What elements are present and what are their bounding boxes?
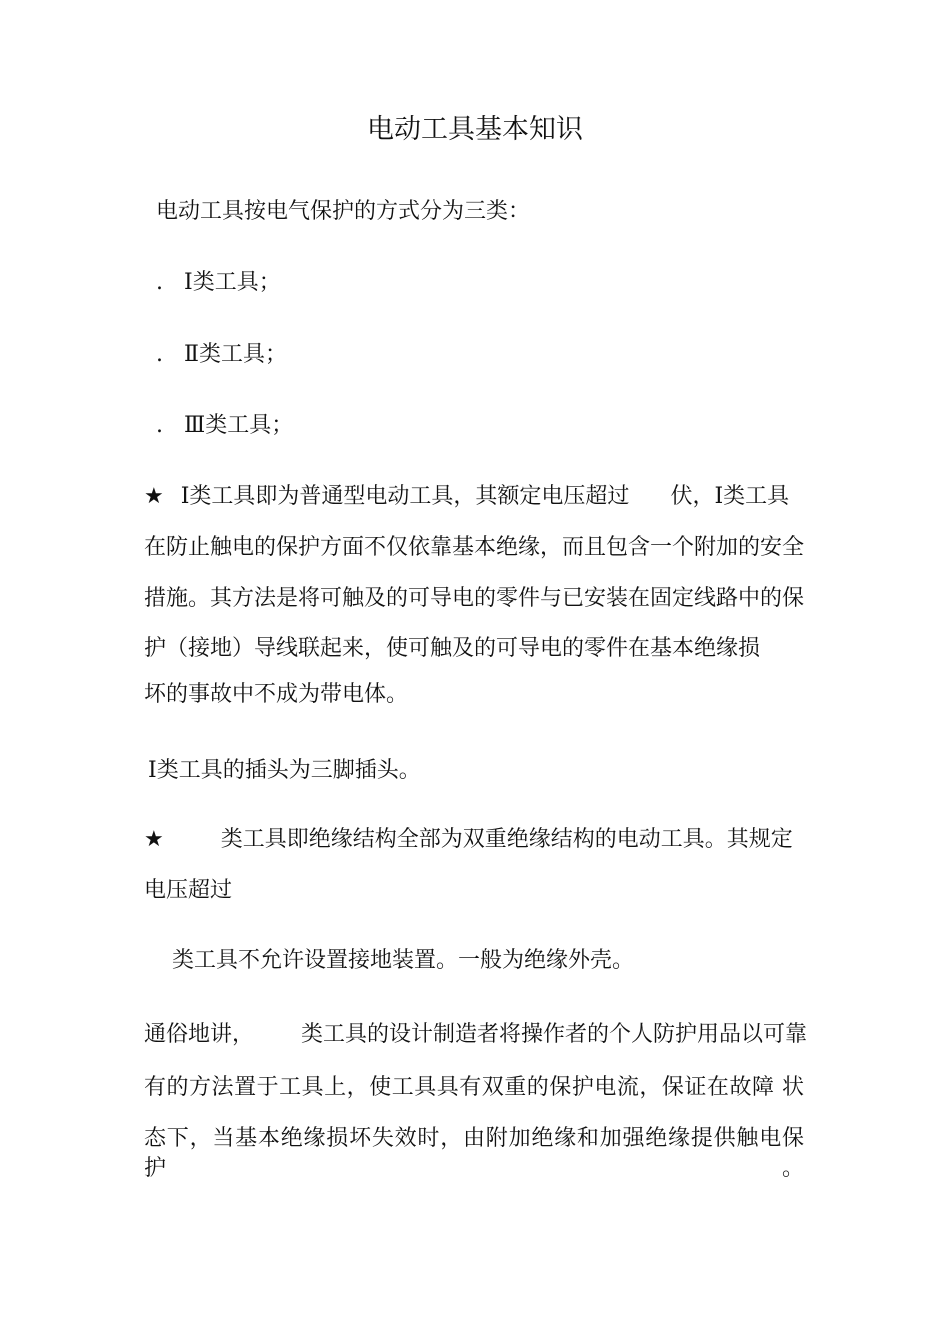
list-bullet: . xyxy=(156,413,163,438)
class1-line-5: 坏的事故中不成为带电体。 xyxy=(144,682,409,707)
class-item-1 xyxy=(156,268,281,298)
popular-line-1 xyxy=(144,1020,807,1050)
class-item-3 xyxy=(156,411,293,441)
star-icon: ★ xyxy=(144,484,164,509)
class1-text-a: Ⅰ类工具即为普通型电动工具，其额定电压超过 xyxy=(180,484,630,509)
class-item-label: Ⅰ类工具； xyxy=(184,270,281,295)
popular-text-a: 通俗地讲， xyxy=(144,1022,255,1047)
popular-line-3: 态下，当基本绝缘损坏失效时，由附加绝缘和加强绝缘提供触电保护。 xyxy=(144,1126,804,1181)
class2-line-1 xyxy=(144,825,793,855)
class1-plug-text: Ⅰ类工具的插头为三脚插头。 xyxy=(148,758,421,783)
list-bullet: . xyxy=(156,342,163,367)
class2-text: 类工具即绝缘结构全部为双重绝缘结构的电动工具。其规定 xyxy=(220,827,793,852)
class1-line-4: 护（接地）导线联起来，使可触及的可导电的零件在基本绝缘损 xyxy=(144,636,761,661)
popular-line-2: 有的方法置于工具上，使工具具有双重的保护电流，保证在故障 状 xyxy=(144,1075,804,1100)
list-bullet: . xyxy=(156,270,163,295)
popular-text-b: 类工具的设计制造者将操作者的个人防护用品以可靠 xyxy=(301,1022,808,1047)
document-title: 电动工具基本知识 xyxy=(367,114,583,145)
star-icon: ★ xyxy=(144,827,164,852)
class1-line-3: 措施。其方法是将可触及的可导电的零件与已安装在固定线路中的保 xyxy=(144,586,805,611)
class-item-2 xyxy=(156,340,287,370)
class-item-label: Ⅱ类工具； xyxy=(184,342,287,367)
class1-text-b: 伏，Ⅰ类工具 xyxy=(670,484,790,509)
class1-line-2: 在防止触电的保护方面不仅依靠基本绝缘，而且包含一个附加的安全 xyxy=(144,535,805,560)
class1-line-1 xyxy=(144,482,789,512)
intro-text: 电动工具按电气保护的方式分为三类： xyxy=(156,199,531,224)
class-item-label: Ⅲ类工具； xyxy=(184,413,294,438)
class2-line-2: 电压超过 xyxy=(144,878,233,903)
class2-line-3: 类工具不允许设置接地装置。一般为绝缘外壳。 xyxy=(172,948,635,973)
